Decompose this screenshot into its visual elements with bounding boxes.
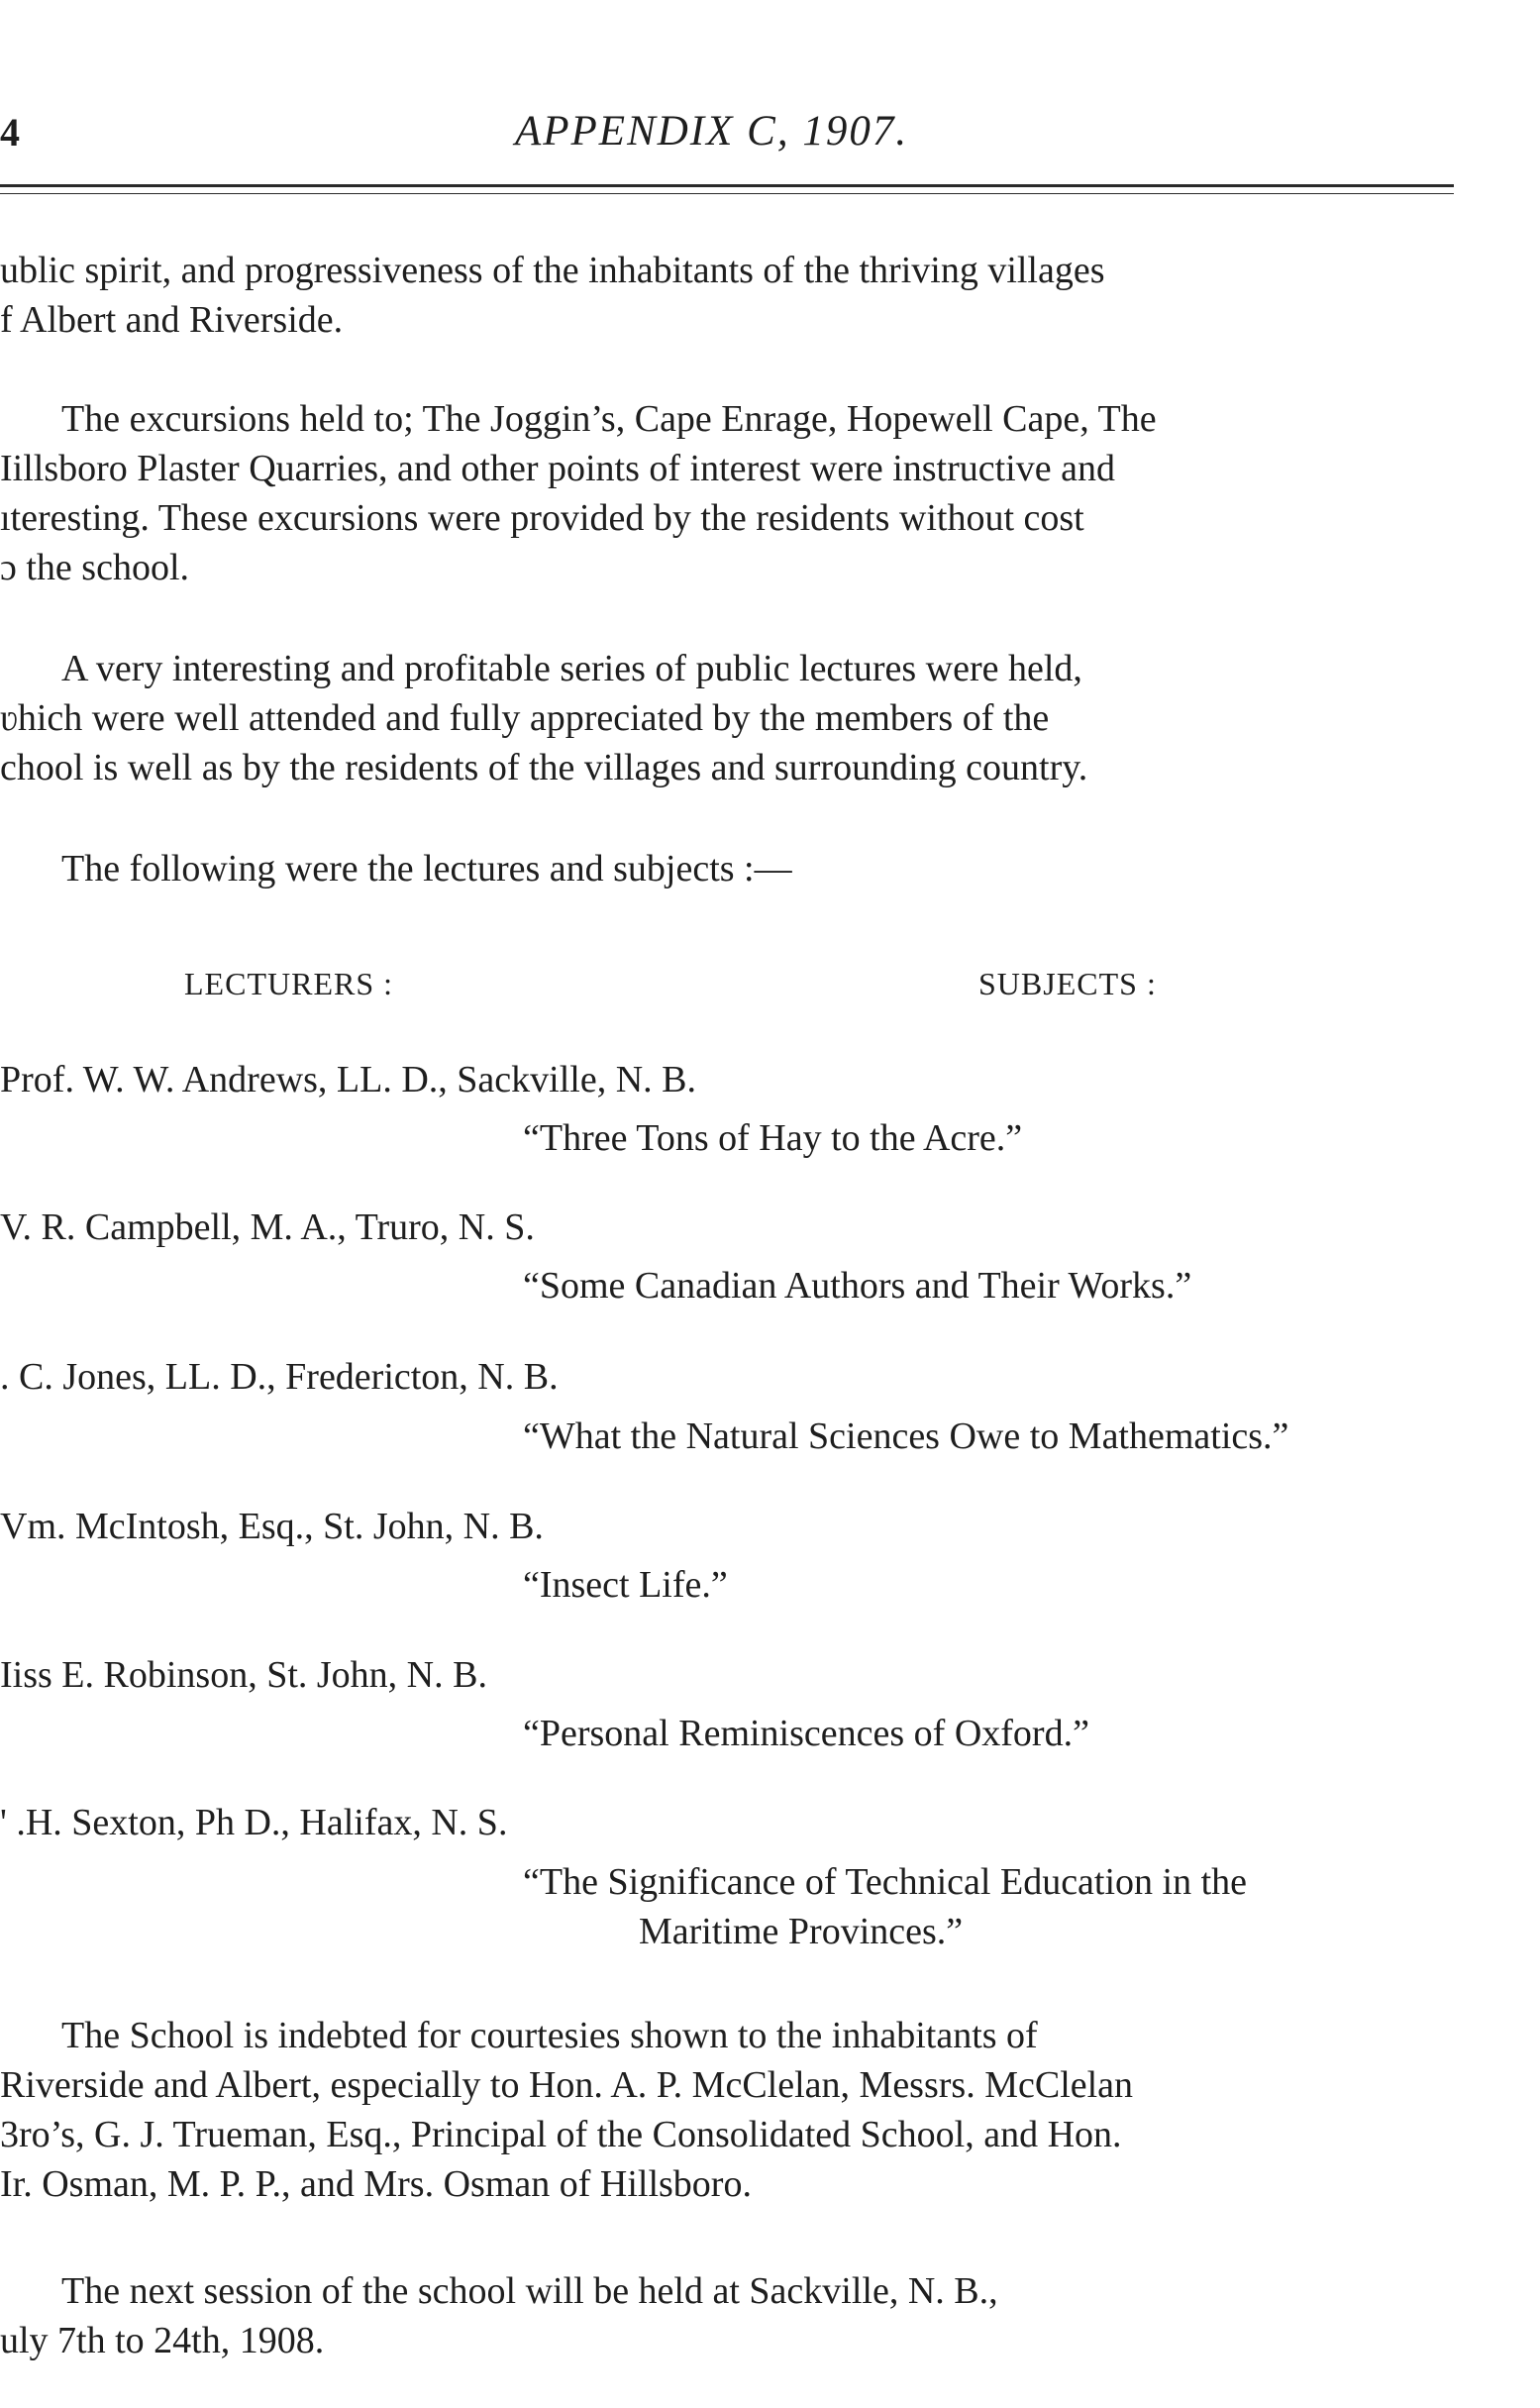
running-head: APPENDIX C, 1907. [515,108,909,155]
lecturer-name: Vm. McIntosh, Esq., St. John, N. B. [0,1506,544,1547]
lecturer-name: . C. Jones, LL. D., Fredericton, N. B. [0,1356,559,1398]
text-line: ɔ the school. [0,547,190,588]
text-line: ʋhich were well attended and fully appreciated by the members of the [0,697,1050,739]
text-line: f Albert and Riverside. [0,299,344,341]
header-rule-thin [0,193,1454,194]
paragraph [0,2266,1464,2365]
header-rule [0,184,1454,187]
subjects-header: SUBJECTS : [978,966,1157,1001]
text-line: The School is indebted for courtesies shown to the inhabitants of [61,2015,1038,2056]
paragraph [0,844,1464,893]
text-line: uly 7th to 24th, 1908. [0,2320,325,2361]
text-line: Iillsboro Plaster Quarries, and other points of interest were instructive and [0,448,1115,489]
lecture-subject: “Personal Reminiscences of Oxford.” [523,1713,1089,1754]
lecture-subject-continued: Maritime Provinces.” [639,1911,964,1952]
lecturer-name: V. R. Campbell, M. A., Truro, N. S. [0,1206,535,1248]
lecture-subject: “Insect Life.” [523,1564,728,1606]
paragraph [0,644,1464,792]
text-line: The excursions held to; The Joggin’s, Cape Enrage, Hopewell Cape, The [61,398,1157,440]
text-line: chool is well as by the residents of the villages and surrounding country. [0,747,1088,788]
paragraph [0,394,1464,592]
page-number: 4 [0,110,20,155]
paragraph [0,246,1464,345]
text-line: Riverside and Albert, especially to Hon. A. P. McClelan, Messrs. McClelan [0,2064,1134,2106]
lecture-subject: “Some Canadian Authors and Their Works.” [523,1265,1192,1307]
text-line: 3ro’s, G. J. Trueman, Esq., Principal of the Consolidated School, and Hon. [0,2114,1122,2155]
text-line: The following were the lectures and subjects :— [61,848,792,890]
lecture-subject: “What the Natural Sciences Owe to Mathematics.” [523,1415,1289,1457]
lecture-subject: “Three Tons of Hay to the Acre.” [523,1117,1023,1159]
text-line: ıteresting. These excursions were provided by the residents without cost [0,497,1084,539]
paragraph [0,2011,1464,2209]
lecture-subject: “The Significance of Technical Education in the [523,1861,1248,1903]
lecturer-name: Prof. W. W. Andrews, LL. D., Sackville, N. B. [0,1059,696,1100]
lecturers-header: LECTURERS : [184,966,394,1001]
text-line: ublic spirit, and progressiveness of the inhabitants of the thriving villages [0,250,1105,291]
lecturer-name: Iiss E. Robinson, St. John, N. B. [0,1654,487,1696]
text-line: The next session of the school will be held at Sackville, N. B., [61,2270,998,2312]
text-line: A very interesting and profitable series of public lectures were held, [61,648,1082,689]
lecturer-name: ' .H. Sexton, Ph D., Halifax, N. S. [0,1802,508,1843]
text-line: Ir. Osman, M. P. P., and Mrs. Osman of Hillsboro. [0,2163,752,2205]
